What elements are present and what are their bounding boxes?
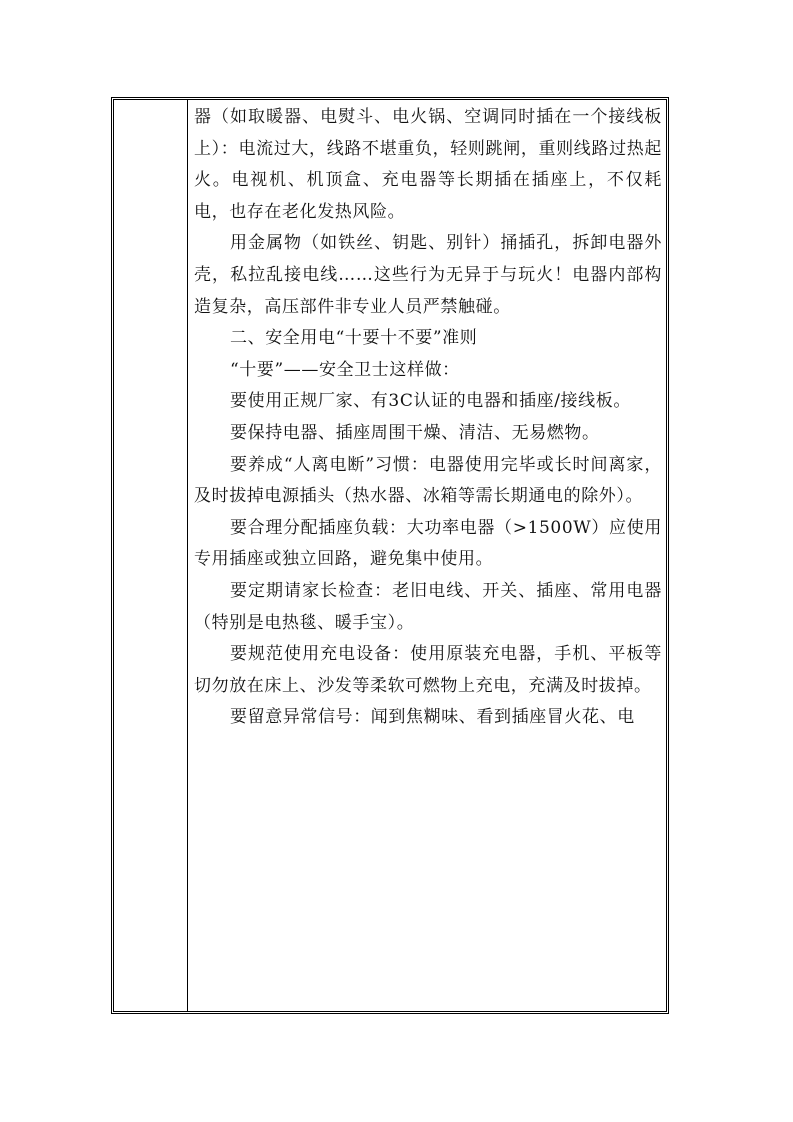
rule-item-2: 要保持电器、插座周围干燥、清洁、无易燃物。 <box>230 422 600 443</box>
rule-item-3: 要养成“人离电断”习惯：电器使用完毕或长时间离家，及时拔掉电源插头（热水器、冰箱等需长期通电的除外）。 <box>194 454 662 507</box>
rule-item-1: 要使用正规厂家、有3C认证的电器和插座/接线板。 <box>230 391 631 412</box>
rule-item-4: 要合理分配插座负载：大功率电器（>1500W）应使用专用插座或独立回路，避免集中使用。 <box>194 517 662 570</box>
subheading-ten-dos: “十要”——安全卫士这样做： <box>230 359 460 380</box>
paragraph-2: 用金属物（如铁丝、钥匙、别针）捅插孔，拆卸电器外壳，私拉乱接电线……这些行为无异于与玩火！电器内部构造复杂，高压部件非专业人员严禁触碰。 <box>194 233 662 317</box>
rule-item-5: 要定期请家长检查：老旧电线、开关、插座、常用电器（特别是电热毯、暖手宝）。 <box>194 580 662 633</box>
table-content-cell <box>194 102 662 734</box>
paragraph-1: 器（如取暖器、电熨斗、电火锅、空调同时插在一个接线板上）：电流过大，线路不堪重负，轻则跳闸，重则线路过热起火。电视机、机顶盒、充电器等长期插在插座上，不仅耗电，也存在老化发热风险。 <box>194 107 662 222</box>
rule-item-7: 要留意异常信号：闻到焦糊味、看到插座冒火花、电 <box>230 707 635 728</box>
table-left-cell <box>114 100 188 1011</box>
section-heading: 二、安全用电“十要十不要”准则 <box>230 328 478 349</box>
rule-item-6: 要规范使用充电设备：使用原装充电器，手机、平板等切勿放在床上、沙发等柔软可燃物上充电，充满及时拔掉。 <box>194 644 662 696</box>
